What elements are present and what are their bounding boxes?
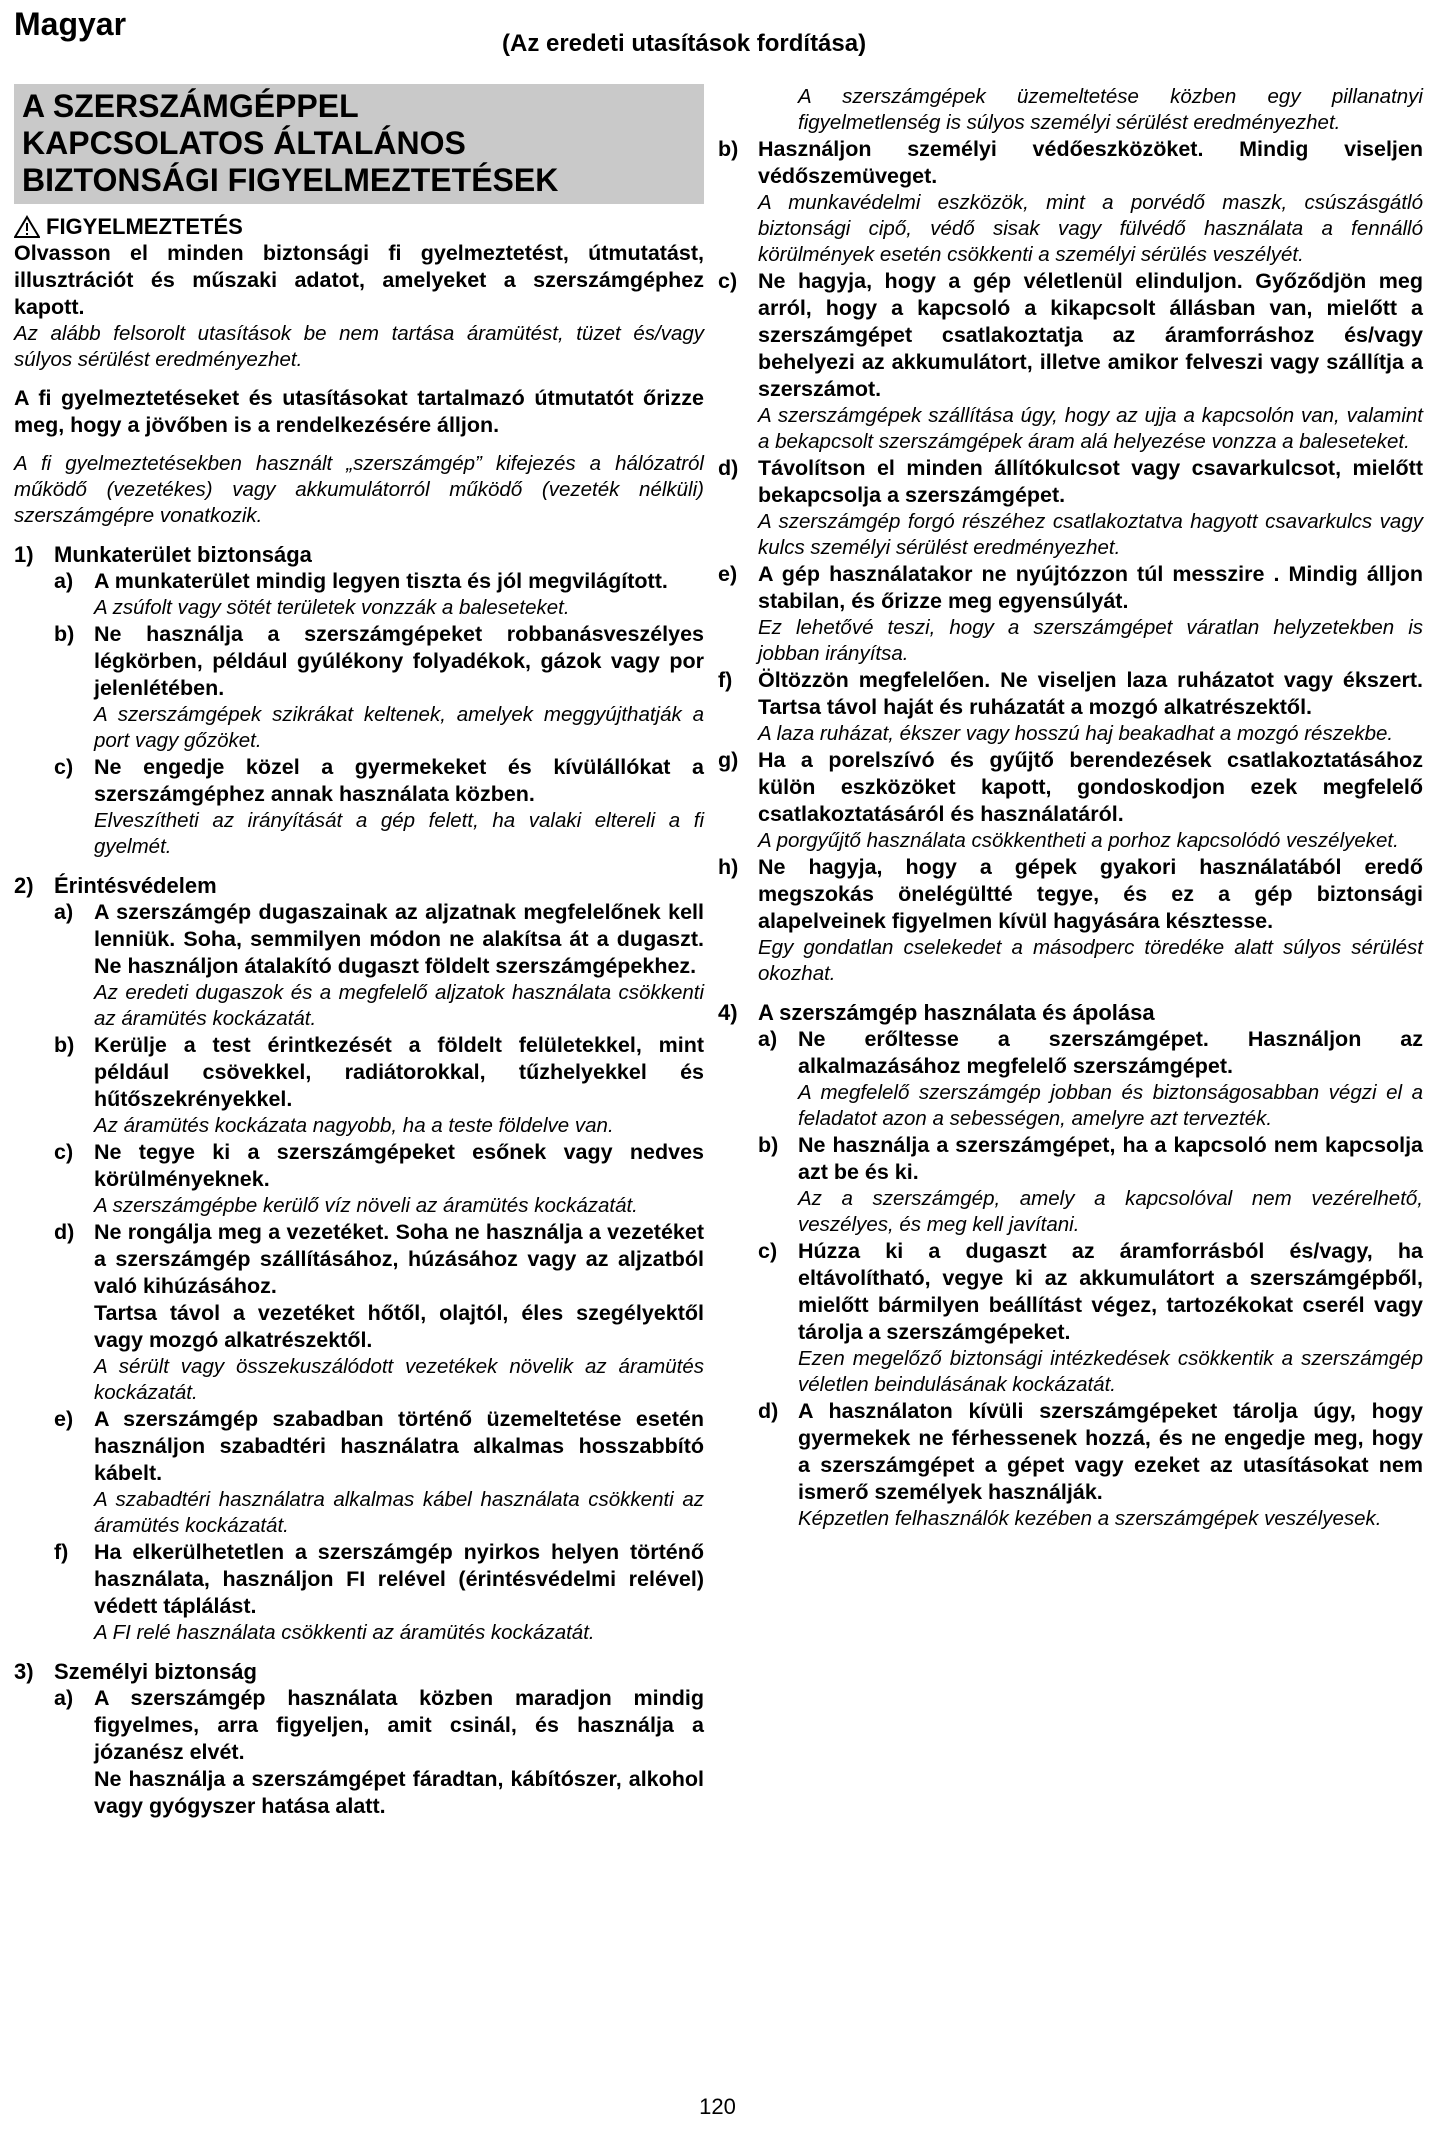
section-1-items (14, 568, 704, 860)
item-bold: Ne hagyja, hogy a gépek gyakori használatából eredő megszokás önelégültté tegye, és ez a gép biztonsági alapelveinek figyelmen kívül hagyására késztesse. (758, 855, 1423, 933)
list-item (54, 754, 704, 860)
item-italic: Képzetlen felhasználók kezében a szerszámgépek veszélyesek. (798, 1507, 1382, 1530)
section-title: Érintésvédelem (54, 873, 217, 899)
intro-italic: Az alább felsorolt utasítások be nem tartása áramütést, tüzet és/vagy súlyos sérülést eredményezhet. (14, 322, 704, 372)
item-bold: Ne használja a szerszámgépet, ha a kapcsoló nem kapcsolja azt be és ki. (798, 1133, 1423, 1184)
item-label: a) (758, 1027, 778, 1051)
section-number: 4) (718, 1000, 738, 1025)
item-bold: A szerszámgép szabadban történő üzemeltetése esetén használjon szabadtéri használatra alkalmas hosszabbító kábelt. (94, 1407, 704, 1486)
list-item (718, 136, 1423, 268)
left-column (14, 84, 704, 1820)
item-label: d) (54, 1220, 75, 1245)
list-item (718, 455, 1423, 561)
item-bold: Ne rongálja meg a vezetéket. Soha ne használja a vezetéket a szerszámgép szállításához, húzásához vagy az aljzatból való kihúzásához. (94, 1220, 704, 1299)
item-bold: A gép használatakor ne nyújtózzon túl messzire . Mindig álljon stabilan, és őrizze meg egyensúlyát. (758, 562, 1423, 613)
item-bold: A szerszámgép használata közben maradjon mindig figyelmes, arra figyeljen, amit csinál, és használja a józanész elvét. (94, 1686, 704, 1765)
item-label: b) (54, 1033, 75, 1058)
item-label: e) (54, 1407, 74, 1432)
item-label: c) (718, 269, 738, 293)
term-definition: A fi gyelmeztetésekben használt „szerszámgép” kifejezés a hálózatról működő (vezetékes) vagy akkumulátorról működő (vezeték nélküli) szerszámgépre vonatkozik. (14, 452, 704, 528)
item-italic: Az áramütés kockázata nagyobb, ha a teste földelve van. (94, 1114, 614, 1138)
item-italic: A sérült vagy összekuszálódott vezetékek növelik az áramütés kockázatát. (94, 1355, 704, 1405)
item-label: b) (758, 1133, 779, 1157)
translation-note: (Az eredeti utasítások fordítása) (502, 30, 867, 57)
section-3-items-continued (718, 136, 1423, 987)
item-label: g) (718, 748, 739, 772)
list-item (758, 1398, 1423, 1532)
item-label: d) (758, 1399, 779, 1423)
list-item (718, 561, 1423, 667)
list-item (718, 747, 1423, 854)
item-italic: Ez lehetővé teszi, hogy a szerszámgépet váratlan helyzetekben is jobban irányítsa. (758, 616, 1423, 665)
section-4-items (718, 1026, 1423, 1532)
list-item (54, 1139, 704, 1219)
item-bold: A szerszámgép dugaszainak az aljzatnak megfelelőnek kell lenniük. Soha, semmilyen módon ne alakítsa át a dugaszt. Ne használjon átalakító dugaszt földelt szerszámgépekhez. (94, 900, 704, 979)
banner-line: KAPCSOLATOS ÁLTALÁNOS (22, 124, 466, 161)
item-label: d) (718, 456, 739, 480)
item-label: c) (54, 1140, 74, 1165)
item-bold: Öltözzön megfelelően. Ne viseljen laza ruházatot vagy ékszert. Tartsa távol haját és ruházatát a mozgó alkatrészektől. (758, 668, 1423, 719)
warning-triangle-icon (14, 215, 40, 239)
item-bold: A munkaterület mindig legyen tiszta és jól megvilágított. (94, 569, 668, 594)
item-italic: Az a szerszámgép, amely a kapcsolóval nem vezérelhető, veszélyes, és meg kell javítani. (798, 1187, 1423, 1236)
item-label: a) (54, 1686, 74, 1711)
list-item (718, 667, 1423, 747)
section-3-items (14, 1685, 704, 1820)
item-bold: Kerülje a test érintkezését a földelt felületekkel, mint például csövekkel, radiátorokkal, tűzhelyekkel és hűtőszekrényekkel. (94, 1033, 704, 1112)
item-italic: Elveszítheti az irányítását a gép felett, ha valaki eltereli a fi gyelmét. (94, 809, 704, 859)
list-item (54, 621, 704, 754)
item-bold-2: Tartsa távol a vezetéket hőtől, olajtól, éles szegélyektől vagy mozgó alkatrészektől. (94, 1301, 704, 1353)
item-bold: Ha elkerülhetetlen a szerszámgép nyirkos helyen történő használata, használjon FI relével (érintésvédelmi relével) védett táplálást. (94, 1540, 704, 1619)
list-item (718, 854, 1423, 987)
item-bold: Ha a porelszívó és gyűjtő berendezések csatlakoztatásához külön eszközöket kapott, gondoskodjon ezek megfelelő csatlakoztatásáról és használatáról. (758, 748, 1423, 826)
warning-heading-text: FIGYELMEZTETÉS (46, 214, 243, 240)
section-title: Személyi biztonság (54, 1659, 257, 1685)
banner-line: A SZERSZÁMGÉPPEL (22, 88, 359, 124)
item-italic: A munkavédelmi eszközök, mint a porvédő maszk, csúszásgátló biztonsági cipő, védő sisak vagy fülvédő használata a fennálló körülmények esetén csökkenti a személyi sérülés veszélyét. (758, 191, 1423, 266)
list-item (54, 1685, 704, 1820)
item-italic: Egy gondatlan cselekedet a másodperc töredéke alatt súlyos sérülést okozhat. (758, 936, 1423, 985)
list-item (758, 1132, 1423, 1238)
list-item (54, 568, 704, 621)
item-bold: Ne tegye ki a szerszámgépeket esőnek vagy nedves körülményeknek. (94, 1140, 704, 1192)
item-italic: A szerszámgépbe kerülő víz növeli az áramütés kockázatát. (94, 1194, 638, 1218)
item-bold: Használjon személyi védőeszközöket. Mindig viseljen védőszemüveget. (758, 137, 1423, 188)
item-italic: A szabadtéri használatra alkalmas kábel használata csökkenti az áramütés kockázatát. (94, 1488, 704, 1538)
list-item (54, 1406, 704, 1539)
section-2-items (14, 899, 704, 1646)
section-number: 3) (14, 1659, 34, 1685)
item-label: f) (718, 668, 733, 692)
intro-bold: Olvasson el minden biztonsági fi gyelmeztetést, útmutatást, illusztrációt és műszaki adatot, amelyeket a szerszámgéphez kapott. (14, 241, 704, 320)
list-item (54, 899, 704, 1032)
item-label: c) (54, 755, 74, 780)
item-label: a) (54, 569, 74, 594)
section-heading (14, 541, 704, 568)
page-number: 120 (699, 2094, 736, 2119)
item-label: e) (718, 562, 738, 586)
item-label: f) (54, 1540, 69, 1565)
section-number: 1) (14, 542, 34, 568)
item-label: h) (718, 855, 739, 879)
item-bold: Ne engedje közel a gyermekeket és kívülállókat a szerszámgéphez annak használata közben. (94, 755, 704, 807)
item-bold-2: Ne használja a szerszámgépet fáradtan, kábítószer, alkohol vagy gyógyszer hatása alatt. (94, 1767, 704, 1819)
section-heading (14, 1658, 704, 1685)
item-italic: Az eredeti dugaszok és a megfelelő aljzatok használata csökkenti az áramütés kockázatát. (94, 981, 704, 1031)
item-italic: A laza ruházat, ékszer vagy hosszú haj beakadhat a mozgó részekbe. (758, 722, 1394, 745)
section-number: 2) (14, 873, 34, 899)
list-item (54, 1032, 704, 1139)
section-banner (14, 84, 704, 204)
list-item (54, 1539, 704, 1646)
list-item (758, 1026, 1423, 1132)
keep-instructions: A fi gyelmeztetéseket és utasításokat tartalmazó útmutatót őrizze meg, hogy a jövőben is a rendelkezésére álljon. (14, 386, 704, 438)
item-label: b) (718, 137, 739, 161)
item-bold: Ne hagyja, hogy a gép véletlenül elinduljon. Győződjön meg arról, hogy a kapcsoló a kikapcsolt állásban van, mielőtt a szerszámgépet csatlakoztatja az áramforráshoz és/vagy behelyezi az akkumulátort, illetve amikor felveszi vagy szállítja a szerszámot. (758, 269, 1423, 401)
section-heading (14, 872, 704, 899)
item-italic: Ezen megelőző biztonsági intézkedések csökkentik a szerszámgép véletlen beindulásának kockázatát. (798, 1347, 1423, 1396)
item-italic: A szerszámgépek szállítása úgy, hogy az ujja a kapcsolón van, valamint a bekapcsolt szerszámgépek áram alá helyezése vonzza a baleseteket. (758, 404, 1423, 453)
list-item (718, 268, 1423, 455)
continued-italic: A szerszámgépek üzemeltetése közben egy pillanatnyi figyelmetlenség is súlyos személyi sérülést eredményezhet. (798, 85, 1423, 134)
item-italic: A szerszámgép forgó részéhez csatlakoztatva hagyott csavarkulcs vagy kulcs személyi sérülést eredményezhet. (758, 510, 1423, 559)
language-label: Magyar (14, 6, 127, 42)
list-item (758, 1238, 1423, 1398)
item-italic: A zsúfolt vagy sötét területek vonzzák a baleseteket. (94, 596, 570, 620)
item-label: c) (758, 1239, 778, 1263)
item-italic: A szerszámgépek szikrákat keltenek, amelyek meggyújthatják a port vagy gőzöket. (94, 703, 704, 753)
item-italic: A porgyűjtő használata csökkentheti a porhoz kapcsolódó veszélyeket. (758, 829, 1399, 852)
banner-line: BIZTONSÁGI FIGYELMEZTETÉSEK (22, 161, 559, 198)
section-title: Munkaterület biztonsága (54, 542, 312, 568)
item-label: b) (54, 622, 75, 647)
item-bold: A használaton kívüli szerszámgépeket tárolja úgy, hogy gyermekek ne férhessenek hozzá, és ne engedje meg, hogy a szerszámgépet a gépet vagy ezeket az utasításokat nem ismerő személyek használják. (798, 1399, 1423, 1504)
item-label: a) (54, 900, 74, 925)
warning-heading (14, 214, 704, 240)
item-bold: Távolítson el minden állítókulcsot vagy csavarkulcsot, mielőtt bekapcsolja a szerszámgépet. (758, 456, 1423, 507)
section-heading (718, 999, 1423, 1026)
list-item (54, 1219, 704, 1406)
item-bold: Ne használja a szerszámgépeket robbanásveszélyes légkörben, például gyúlékony folyadékok, gázok vagy por jelenlétében. (94, 622, 704, 701)
right-column (718, 84, 1423, 1532)
item-italic: A FI relé használata csökkenti az áramütés kockázatát. (94, 1621, 595, 1645)
item-bold: Ne erőltesse a szerszámgépet. Használjon az alkalmazásához megfelelő szerszámgépet. (798, 1027, 1423, 1078)
section-title: A szerszámgép használata és ápolása (758, 1000, 1155, 1025)
item-bold: Húzza ki a dugaszt az áramforrásból és/vagy, ha eltávolítható, vegye ki az akkumulátort a szerszámgépből, mielőtt bármilyen beállítást végez, tartozékokat cserél vagy tárolja a szerszámgépeket. (798, 1239, 1423, 1344)
item-italic: A megfelelő szerszámgép jobban és biztonságosabban végzi el a feladatot azon a sebességen, amelyre azt tervezték. (798, 1081, 1423, 1130)
